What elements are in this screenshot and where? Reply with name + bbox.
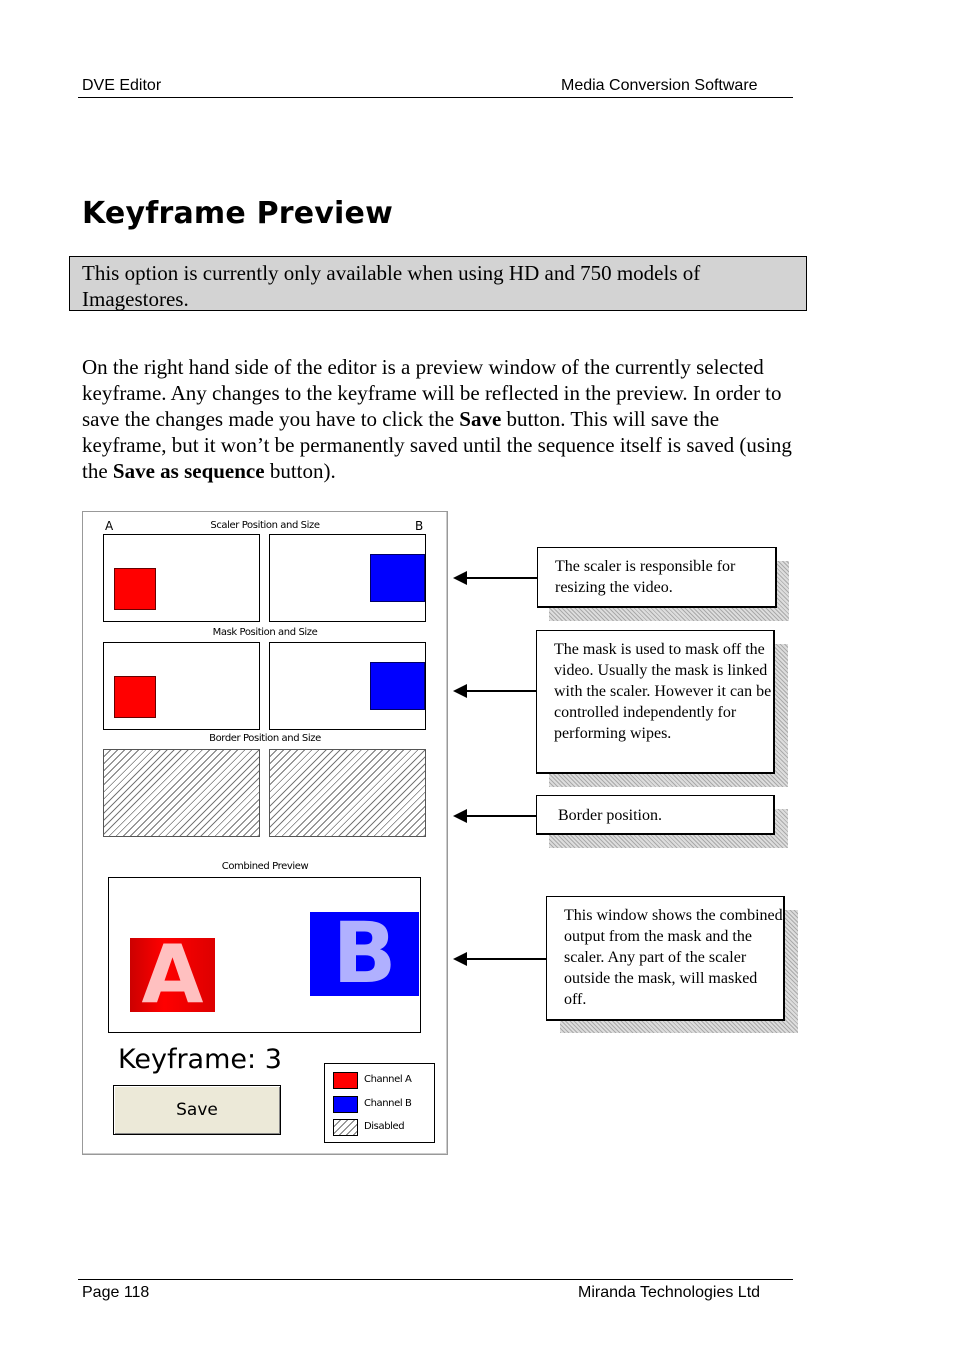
legend-label-channel-b: Channel B xyxy=(364,1098,412,1109)
mask-section-title: Mask Position and Size xyxy=(212,627,318,638)
footer-company: Miranda Technologies Ltd xyxy=(578,1284,761,1301)
body-text-1: On the right hand side of the editor is a preview window of the currently selected keyframe. Any changes to the keyframe will be reflected in the preview. In order to save the changes made you have to click the xyxy=(82,355,782,431)
mask-a-rect xyxy=(114,676,156,718)
legend-swatch-channel-a xyxy=(333,1072,358,1089)
combined-arrow xyxy=(467,958,547,960)
body-text-2: button. This will save the keyframe, but it won’t be permanently saved until the sequence itself is saved (using the xyxy=(82,407,792,483)
scaler-arrow xyxy=(467,577,537,579)
keyframe-label: Keyframe: 3 xyxy=(118,1044,282,1075)
channel-a-label: A xyxy=(105,519,113,533)
scaler-box-a xyxy=(103,534,260,622)
body-text-3: button). xyxy=(264,459,336,483)
body-bold-save: Save xyxy=(459,407,502,431)
channel-legend xyxy=(324,1063,435,1143)
mask-box-b xyxy=(269,642,426,730)
header-right: Media Conversion Software xyxy=(561,77,758,94)
scaler-a-rect xyxy=(114,568,156,610)
border-section-title: Border Position and Size xyxy=(209,733,321,744)
header-rule xyxy=(78,97,793,98)
border-box-b xyxy=(269,749,426,837)
save-button[interactable]: Save xyxy=(113,1085,281,1135)
scaler-section-title: Scaler Position and Size xyxy=(210,520,320,531)
mask-b-rect xyxy=(370,662,425,710)
combined-a-letter: A xyxy=(141,928,204,1021)
editor-preview-screenshot xyxy=(82,511,448,1155)
header-left: DVE Editor xyxy=(82,77,162,94)
mask-box-a xyxy=(103,642,260,730)
body-bold-save-as-sequence: Save as sequence xyxy=(112,459,265,483)
availability-note: This option is currently only available when using HD and 750 models of Imagestores. xyxy=(69,256,807,311)
mask-callout: The mask is used to mask off the video. Usually the mask is linked with the scaler. However it can be controlled independently for performing wipes. xyxy=(536,630,775,774)
combined-preview-box xyxy=(108,877,421,1033)
combined-callout: This window shows the combined output from the mask and the scaler. Any part of the scaler outside the mask, will masked off. xyxy=(546,896,785,1021)
channel-b-label: B xyxy=(415,519,423,533)
page-title: Keyframe Preview xyxy=(82,196,393,231)
scaler-box-b xyxy=(269,534,426,622)
legend-swatch-channel-b xyxy=(333,1096,358,1113)
border-callout: Border position. xyxy=(536,795,775,835)
combined-b-rect xyxy=(310,904,419,1002)
combined-a-rect xyxy=(130,928,215,1021)
combined-b-letter: B xyxy=(332,904,397,1002)
combined-section-title: Combined Preview xyxy=(221,861,309,872)
body-paragraph xyxy=(82,354,792,484)
footer-page-number: Page 118 xyxy=(82,1284,150,1301)
border-arrow xyxy=(467,815,537,817)
scaler-callout: The scaler is responsible for resizing the video. xyxy=(537,547,777,608)
legend-label-channel-a: Channel A xyxy=(364,1074,412,1085)
border-box-a xyxy=(103,749,260,837)
legend-label-disabled: Disabled xyxy=(364,1121,405,1132)
mask-arrow xyxy=(467,690,537,692)
legend-swatch-disabled xyxy=(333,1119,358,1136)
footer-rule xyxy=(78,1279,793,1280)
scaler-b-rect xyxy=(370,554,425,602)
